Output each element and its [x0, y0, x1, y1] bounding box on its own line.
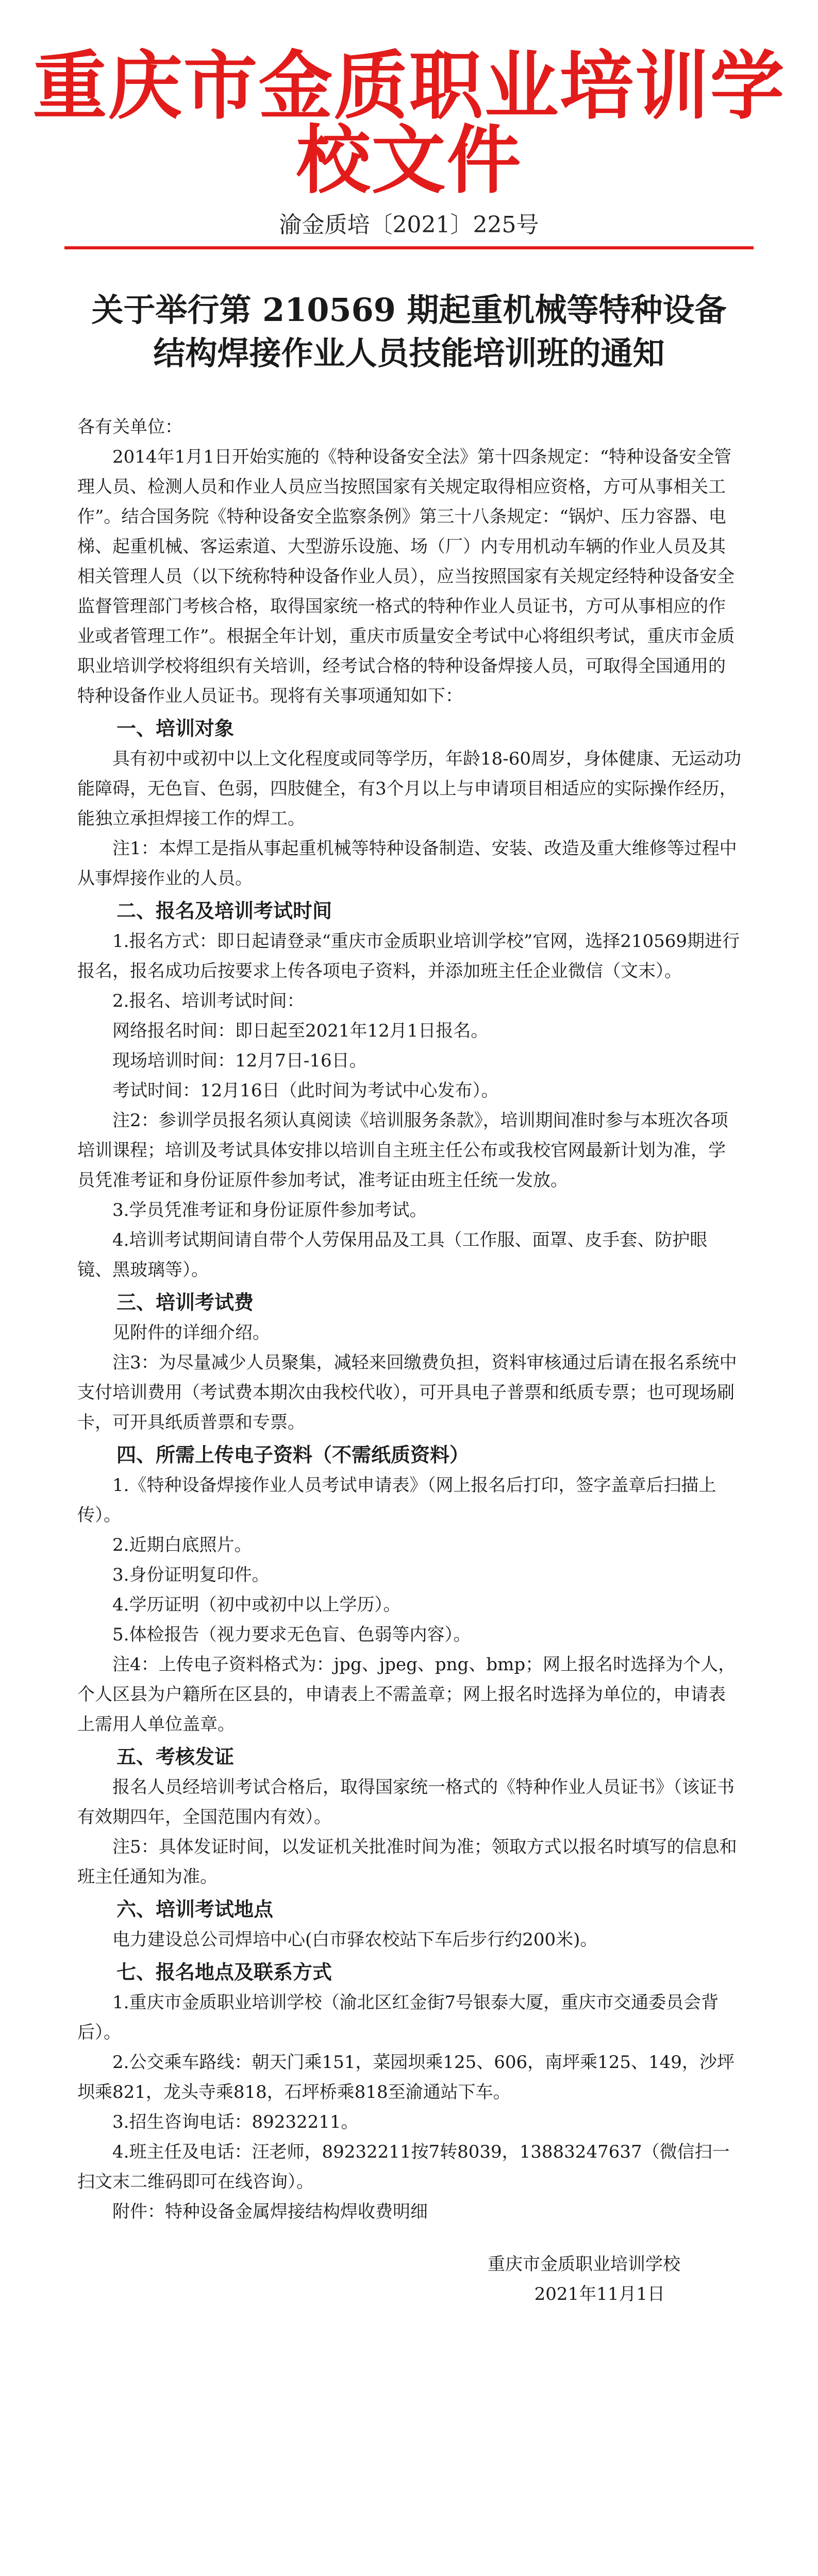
section-heading-3: 三、培训考试费	[116, 1291, 254, 1314]
paragraph: 1.《特种设备焊接作业人员考试申请表》（网上报名后打印，签字盖章后扫描上传）。	[77, 1475, 716, 1526]
note: 注5：具体发证时间，以发证机关批准时间为准；领取方式以报名时填写的信息和班主任通知为准。	[77, 1837, 737, 1887]
paragraph: 2.公交乘车路线：朝天门乘151，菜园坝乘125、606，南坪乘125、149，沙坪坝乘821，龙头寺乘818，石坪桥乘818至渝通站下车。	[77, 2052, 734, 2103]
paragraph: 2.近期白底照片。	[112, 1535, 252, 1555]
note: 注1：本焊工是指从事起重机械等特种设备制造、安装、改造及重大维修等过程中从事焊接作业的人员。	[77, 838, 737, 889]
document-title	[57, 289, 761, 375]
paragraph: 3.学员凭准考证和身份证原件参加考试。	[112, 1200, 427, 1221]
paragraph: 1.重庆市金质职业培训学校（渝北区红金街7号银泰大厦，重庆市交通委员会背后）。	[77, 1992, 719, 2043]
document-body	[77, 412, 742, 2309]
red-divider	[64, 246, 754, 249]
title-line-1: 关于举行第 210569 期起重机械等特种设备	[91, 291, 727, 329]
section-heading-5: 五、考核发证	[116, 1745, 235, 1768]
paragraph: 网络报名时间：即日起至2021年12月1日报名。	[112, 1021, 489, 1041]
red-masthead: 重庆市金质职业培训学校文件	[32, 43, 786, 204]
signature-org: 重庆市金质职业培训学校	[488, 2254, 680, 2275]
paragraph: 5.体检报告（视力要求无色盲、色弱等内容）。	[112, 1624, 471, 1645]
section-heading-2: 二、报名及培训考试时间	[116, 900, 332, 922]
paragraph: 现场培训时间：12月7日-16日。	[112, 1050, 367, 1071]
note: 注4：上传电子资料格式为：jpg、jpeg、png、bmp；网上报名时选择为个人，个人区县为户籍所在区县的，申请表上不需盖章；网上报名时选择为单位的，申请表上需用人单位盖章。	[77, 1654, 736, 1735]
paragraph: 考试时间：12月16日（此时间为考试中心发布）。	[112, 1080, 499, 1101]
section-heading-1: 一、培训对象	[116, 717, 235, 740]
paragraph: 4.班主任及电话：汪老师，89232211按7转8039，13883247637（微信扫一扫文末二维码即可在线咨询）。	[77, 2142, 730, 2192]
paragraph: 1.报名方式：即日起请登录“重庆市金质职业培训学校”官网，选择210569期进行报名，报名成功后按要求上传各项电子资料，并添加班主任企业微信（文末）。	[77, 931, 740, 981]
paragraph: 4.培训考试期间请自带个人劳保用品及工具（工作服、面罩、皮手套、防护眼镜、黑玻璃等）。	[77, 1230, 708, 1280]
salutation: 各有关单位：	[77, 417, 182, 437]
paragraph: 见附件的详细介绍。	[112, 1323, 270, 1343]
paragraph: 报名人员经培训考试合格后，取得国家统一格式的《特种作业人员证书》（该证书有效期四年，全国范围内有效）。	[77, 1777, 734, 1827]
signature-date: 2021年11月1日	[534, 2284, 665, 2304]
signature-block	[77, 2249, 742, 2309]
note: 注2：参训学员报名须认真阅读《培训服务条款》，培训期间准时参与本班次各项培训课程；培训及考试具体安排以培训自主班主任公布或我校官网最新计划为准，学员凭准考证和身份证原件参加考试，准考证由班主任统一发放。	[77, 1110, 728, 1191]
paragraph: 3.身份证明复印件。	[112, 1565, 270, 1585]
section-heading-4: 四、所需上传电子资料（不需纸质资料）	[116, 1444, 470, 1466]
paragraph: 2.报名、培训考试时间：	[112, 991, 305, 1011]
attachment-line: 附件：特种设备金属焊接结构焊收费明细	[112, 2201, 428, 2222]
intro-paragraph: 2014年1月1日开始实施的《特种设备安全法》第十四条规定：“特种设备安全管理人员、检测人员和作业人员应当按照国家有关规定取得相应资格，方可从事相关工作”。结合国务院《特种设备安全监察条例》第三十八条规定：“锅炉、压力容器、电梯、起重机械、客运索道、大型游乐设施、场（厂）内专用机动车辆的作业人员及其相关管理人员（以下统称特种设备作业人员），应当按照国家有关规定经特种设备安全监督管理部门考核合格，取得国家统一格式的特种作业人员证书，方可从事相应的作业或者管理工作”。根据全年计划，重庆市质量安全考试中心将组织考试，重庆市金质职业培训学校将组织有关培训，经考试合格的特种设备焊接人员，可取得全国通用的特种设备作业人员证书。现将有关事项通知如下：	[77, 447, 735, 706]
paragraph: 3.招生咨询电话：89232211。	[112, 2112, 359, 2132]
document-number: 渝金质培〔2021〕225号	[279, 212, 539, 238]
title-line-2: 结构焊接作业人员技能培训班的通知	[153, 334, 665, 372]
note: 注3：为尽量减少人员聚集，减轻来回缴费负担，资料审核通过后请在报名系统中支付培训费用（考试费本期次由我校代收），可开具电子普票和纸质专票；也可现场刷卡，可开具纸质普票和专票。	[77, 1352, 737, 1433]
paragraph: 4.学历证明（初中或初中以上学历）。	[112, 1595, 401, 1615]
paragraph: 具有初中或初中以上文化程度或同等学历，年龄18-60周岁，身体健康、无运动功能障碍，无色盲、色弱，四肢健全，有3个月以上与申请项目相适应的实际操作经历，能独立承担焊接工作的焊工。	[77, 749, 742, 829]
paragraph: 电力建设总公司焊培中心(白市驿农校站下车后步行约200米)。	[112, 1929, 598, 1950]
section-heading-7: 七、报名地点及联系方式	[116, 1961, 332, 1984]
section-heading-6: 六、培训考试地点	[116, 1898, 274, 1921]
